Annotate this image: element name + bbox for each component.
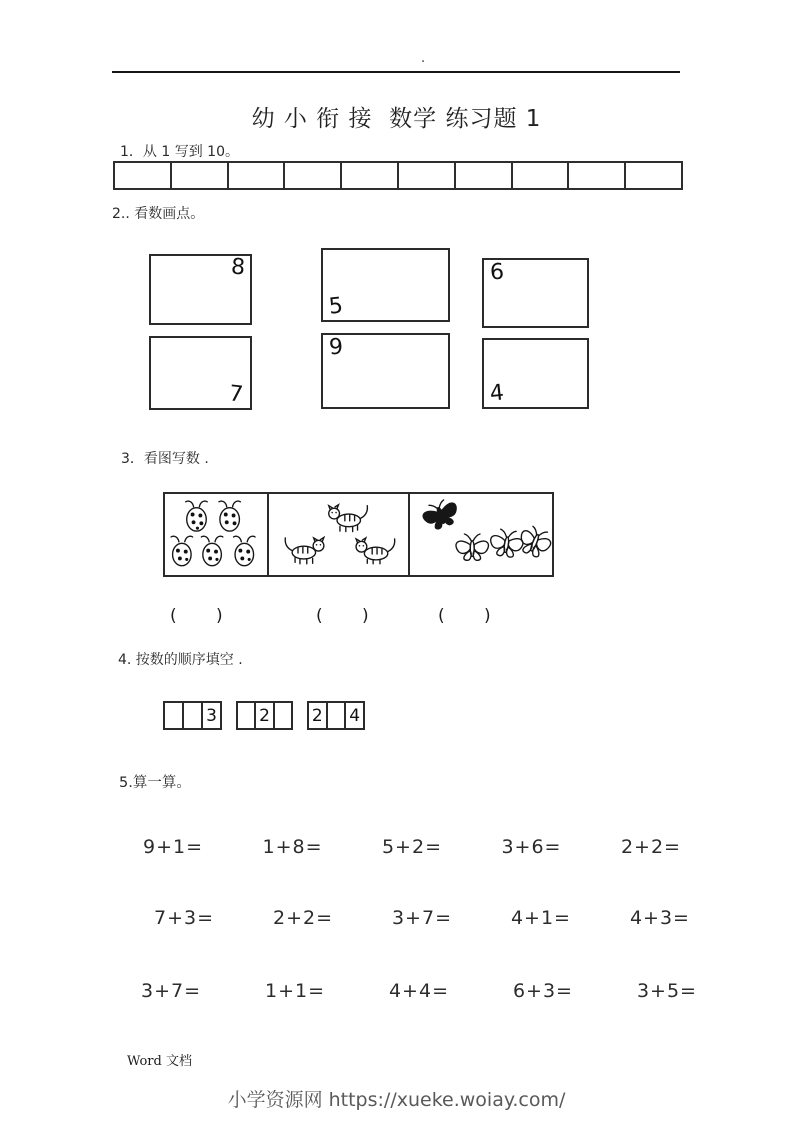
box-number: 4 xyxy=(488,380,506,407)
question-3-label: 3．看图写数 . xyxy=(121,451,209,467)
question-1-label: 1．从 1 写到 10。 xyxy=(120,144,239,160)
header-dot: . xyxy=(421,51,426,66)
question-5-label: 5.算一算。 xyxy=(119,775,191,791)
sequence-strip xyxy=(307,701,365,730)
answer-cell xyxy=(285,163,342,188)
answer-cell xyxy=(513,163,570,188)
page-title: 幼 小 衔 接 数学 练习题 1 xyxy=(251,106,542,132)
math-problem: 3+7= xyxy=(391,907,452,929)
dot-box-7 xyxy=(149,336,252,410)
sequence-cell xyxy=(238,703,256,728)
answer-cell xyxy=(569,163,626,188)
site-link[interactable]: 小学资源网 https://xueke.woiay.com/ xyxy=(227,1089,566,1111)
math-problem: 3+6= xyxy=(501,836,562,858)
write-numbers-table xyxy=(113,161,683,190)
math-problem: 4+4= xyxy=(388,980,449,1002)
math-problem: 6+3= xyxy=(512,980,573,1002)
answer-blank: ( ) xyxy=(438,606,492,626)
picture-strip xyxy=(163,492,554,577)
box-number: 7 xyxy=(227,381,245,408)
answer-cell xyxy=(626,163,681,188)
box-number: 8 xyxy=(230,254,246,281)
math-problem: 3+5= xyxy=(636,980,697,1002)
sequence-cell: 2 xyxy=(309,703,328,728)
sequence-cell xyxy=(328,703,347,728)
math-problem: 4+3= xyxy=(629,907,690,929)
answer-cell xyxy=(456,163,513,188)
question-2-label: 2.. 看数画点。 xyxy=(112,206,205,222)
answer-cell xyxy=(342,163,399,188)
math-problem: 2+2= xyxy=(272,907,334,929)
sequence-cell xyxy=(165,703,184,728)
dot-box-6 xyxy=(482,258,589,328)
math-problem: 4+1= xyxy=(510,907,571,929)
math-problem: 1+8= xyxy=(262,836,323,858)
dot-box-4 xyxy=(482,338,589,409)
box-number: 5 xyxy=(327,293,345,320)
answer-blank: ( ) xyxy=(316,606,370,626)
sequence-cell xyxy=(184,703,203,728)
math-problem: 5+2= xyxy=(381,836,442,858)
math-problem: 2+2= xyxy=(620,836,681,858)
box-number: 6 xyxy=(489,259,505,286)
sequence-cell: 3 xyxy=(206,705,217,726)
math-problem: 1+1= xyxy=(264,980,326,1002)
math-problem: 9+1= xyxy=(143,836,204,858)
ladybugs-image xyxy=(165,494,269,575)
box-number: 9 xyxy=(328,334,344,361)
answer-blank: ( ) xyxy=(170,606,224,626)
answer-cell xyxy=(229,163,286,188)
math-row xyxy=(154,907,690,929)
header-rule xyxy=(112,71,680,73)
dot-box-8 xyxy=(149,254,252,325)
butterflies-image xyxy=(410,494,552,575)
dot-box-9 xyxy=(321,333,450,409)
sequence-cell: 2 xyxy=(256,703,274,728)
kittens-image xyxy=(269,494,410,575)
question-4-label: 4. 按数的顺序填空 . xyxy=(118,652,243,668)
sequence-strip xyxy=(236,701,293,730)
math-problem: 3+7= xyxy=(141,980,202,1002)
answer-cell xyxy=(399,163,456,188)
dot-box-5 xyxy=(321,248,450,322)
answer-cell xyxy=(115,163,172,188)
word-doc-label: Word 文档 xyxy=(127,1054,192,1069)
sequence-strip xyxy=(163,701,222,730)
sequence-cell xyxy=(275,703,291,728)
math-row xyxy=(143,836,681,858)
math-problem: 7+3= xyxy=(154,907,215,929)
answer-cell xyxy=(172,163,229,188)
math-row xyxy=(141,980,697,1002)
sequence-cell: 4 xyxy=(349,705,361,726)
